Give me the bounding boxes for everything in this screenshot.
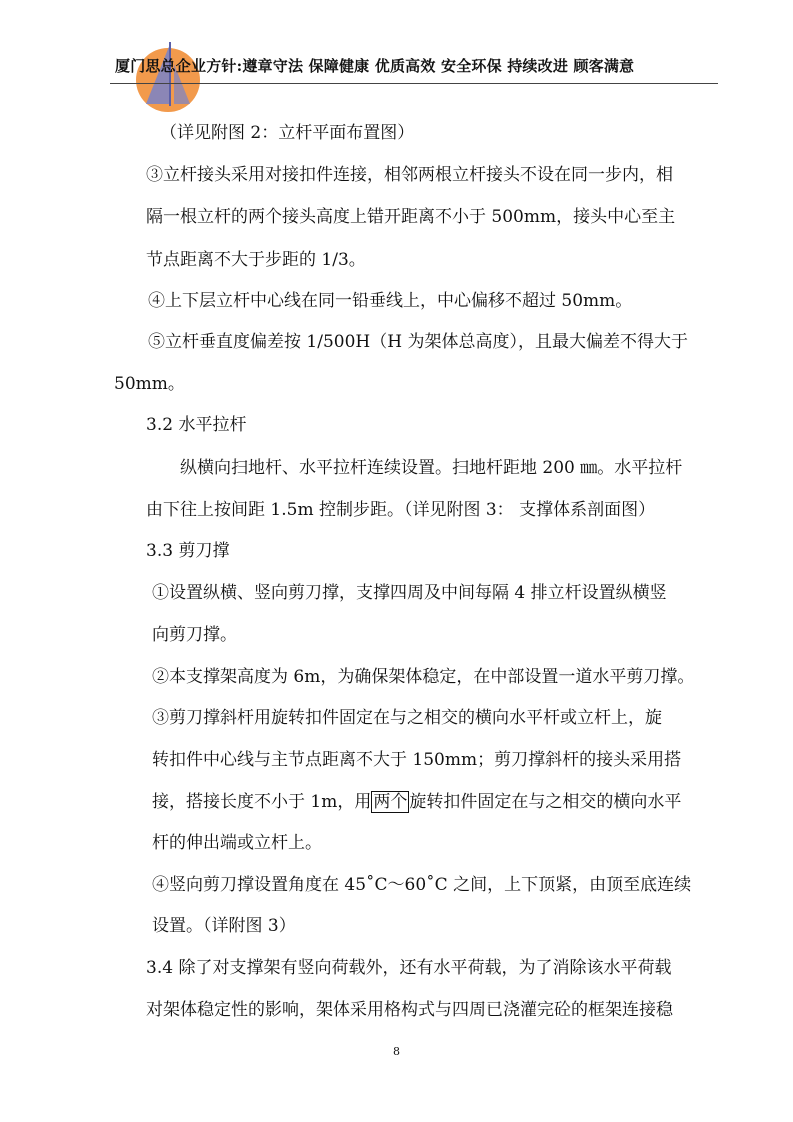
page-number: 8 [393, 1045, 400, 1058]
text-line-17-end: 旋转扣件固定在与之相交的横向水平 [409, 792, 682, 812]
text-line-13: 向剪刀撑。 [152, 625, 237, 645]
text-line-17-start: 接，搭接长度不小于 1m，用 [152, 792, 372, 812]
text-line-07: 50mm。 [114, 374, 185, 394]
text-line-19: ④竖向剪刀撑设置角度在 45˚C～60˚C 之间，上下顶紧，由顶至底连续 [152, 875, 692, 895]
text-line-10: 由下往上按间距 1.5m 控制步距。（详见附图 3： 支撑体系剖面图） [146, 500, 656, 520]
text-line-16: 转扣件中心线与主节点距离不大于 150mm；剪刀撑斜杆的接头采用搭 [152, 750, 682, 770]
company-logo [128, 40, 208, 112]
text-line-05: ④上下层立杆中心线在同一铅垂线上，中心偏移不超过 50mm。 [148, 291, 633, 311]
boxed-word: 两个 [373, 792, 408, 812]
text-line-14: ②本支撑架高度为 6m，为确保架体稳定，在中部设置一道水平剪刀撑。 [152, 667, 695, 687]
text-line-09: 纵横向扫地杆、水平拉杆连续设置。扫地杆距地 200 ㎜。水平拉杆 [180, 458, 683, 478]
text-line-01: （详见附图 2：立杆平面布置图） [160, 123, 415, 143]
text-line-20: 设置。（详附图 3） [152, 916, 296, 936]
section-heading-3-3: 3.3 剪刀撑 [146, 541, 230, 561]
text-line-15: ③剪刀撑斜杆用旋转扣件固定在与之相交的横向水平杆或立杆上，旋 [152, 708, 662, 728]
text-line-21: 3.4 除了对支撑架有竖向荷载外，还有水平荷载，为了消除该水平荷载 [146, 958, 672, 978]
text-line-02: ③立杆接头采用对接扣件连接，相邻两根立杆接头不设在同一步内，相 [146, 165, 673, 185]
text-line-06: ⑤立杆垂直度偏差按 1/500H（H 为架体总高度），且最大偏差不得大于 [148, 332, 688, 352]
text-line-12: ①设置纵横、竖向剪刀撑，支撑四周及中间每隔 4 排立杆设置纵横竖 [152, 583, 667, 603]
text-line-03: 隔一根立杆的两个接头高度上错开距离不小于 500mm，接头中心至主 [146, 207, 676, 227]
text-line-22: 对架体稳定性的影响，架体采用格构式与四周已浇灌完砼的框架连接稳 [146, 1000, 673, 1020]
header-motto: 厦门思总企业方针:遵章守法 保障健康 优质高效 安全环保 持续改进 顾客满意 [115, 57, 635, 75]
section-heading-3-2: 3.2 水平拉杆 [146, 415, 247, 435]
text-line-18: 杆的伸出端或立杆上。 [152, 833, 322, 853]
header-divider [110, 83, 718, 84]
text-line-04: 节点距离不大于步距的 1/3。 [146, 250, 366, 270]
text-line-17 [152, 791, 681, 813]
